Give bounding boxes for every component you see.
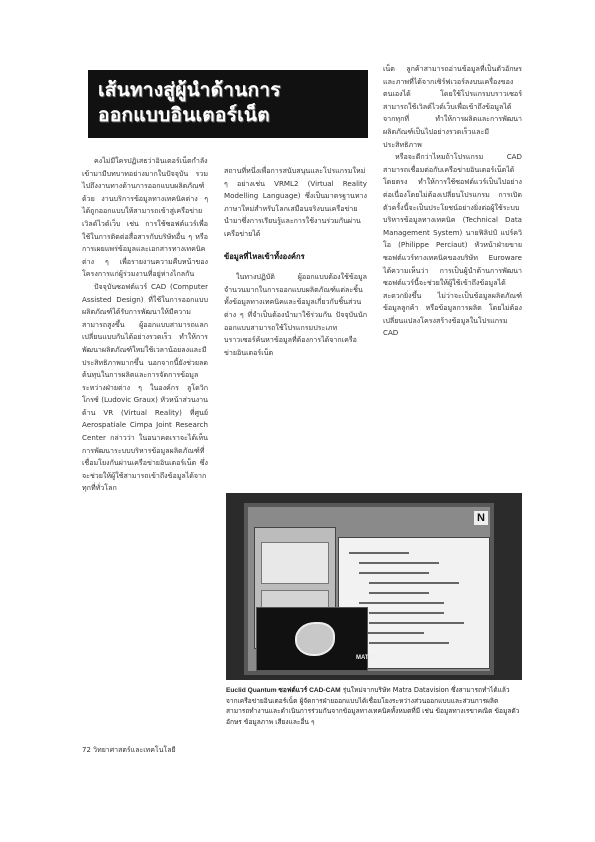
column-2 <box>224 165 367 359</box>
column-1-paragraph: คงไม่มีใครปฏิเสธว่าอินเตอร์เน็ตกำลังเข้ามามีบทบาทอย่างมากในปัจจุบัน รวมไปถึงงานทางด้านการออกแบบผลิตภัณฑ์ด้วย งานบริการข้อมูลทางเทคนิคต่าง ๆ ได้ถูกออกแบบให้สามารถเข้าสู่เครือข่ายเวิลด์ไวด์เว็บ เช่น การใช้ซอฟต์แวร์เพื่อใช้ในการติดต่อสื่อสารกับบริษัทอื่น ๆ หรือการเผยแพร่ข้อมูลและเอกสารทางเทคนิคต่าง ๆ เพื่อรายงานความคืบหน้าของโครงการแก่ผู้ร่วมงานที่อยู่ห่างไกลกัน <box>82 156 208 279</box>
tree-line <box>359 602 444 604</box>
page-footer <box>82 745 222 756</box>
tree-line <box>369 582 459 584</box>
column-3-paragraph: เน็ต ลูกค้าสามารถอ่านข้อมูลที่เป็นตัวอักษรและภาพที่ได้จากเซิร์ฟเวอร์ลงบนเครื่องของตนเองได้ โดยใช้โปรแกรมบราวเซอร์ สามารถใช้เวิลด์ไวด์เว็บเพื่อเข้าถึงข้อมูลได้จากทุกที่ ทำให้การผลิตและการพัฒนาผลิตภัณฑ์เป็นไปอย่างรวดเร็วและมีประสิทธิภาพ <box>383 64 522 149</box>
left-window-pane <box>261 542 329 584</box>
tree-line <box>349 552 409 554</box>
photo-caption <box>226 685 522 727</box>
n-logo-icon: N <box>474 511 488 525</box>
tree-line <box>369 622 464 624</box>
tree-line <box>359 572 429 574</box>
column-2-intro: สถานที่หนึ่งเพื่อการสนับสนุนและโปรแกรมใหม่ ๆ อย่างเช่น VRML2 (Virtual Reality Modelling Language) ซึ่งเป็นมาตรฐานทางภาษาใหม่สำหรับโลกเสมือนจริงบนเครือข่าย นำมาซึ่งการเรียนรู้และการใช้งานร่วมกันผ่านเครือข่ายได้ <box>224 166 367 238</box>
column-2-paragraph: ในทางปฏิบัติ ผู้ออกแบบต้องใช้ข้อมูลจำนวนมากในการออกแบบผลิตภัณฑ์แต่ละชิ้น ทั้งข้อมูลทางเทคนิคและข้อมูลเกี่ยวกับชิ้นส่วนต่าง ๆ ที่จำเป็นต้องนำมาใช้ร่วมกัน ปัจจุบันนักออกแบบสามารถใช้โปรแกรมประเภทบราวเซอร์ค้นหาข้อมูลที่ต้องการได้จากเครือข่ายอินเตอร์เน็ต <box>224 272 367 357</box>
article-title-line-1: เส้นทางสู่ผู้นำด้านการ <box>98 80 281 101</box>
publication-name: วิทยาศาสตร์และเทคโนโลยี <box>93 746 176 754</box>
column-1-paragraph: ปัจจุบันซอฟต์แวร์ CAD (Computer Assisted Design) ที่ใช้ในการออกแบบผลิตภัณฑ์ได้รับการพัฒนาให้มีความสามารถสูงขึ้น ผู้ออกแบบสามารถแลกเปลี่ยนแบบกันได้อย่างรวดเร็ว ทำให้การพัฒนาผลิตภัณฑ์ใหม่ใช้เวลาน้อยลงและมีประสิทธิภาพมากขึ้น นอกจากนี้ยังช่วยลดต้นทุนในการผลิตและการจัดการข้อมูลระหว่างฝ่ายต่าง ๆ ในองค์กร ลูโดวิก โกรซ์ (Ludovic Graux) หัวหน้าส่วนงานด้าน VR (Virtual Reality) ที่ศูนย์ Aerospatiale Cimpa Joint Research Center กล่าวว่า ในอนาคตเราจะได้เห็นการพัฒนาระบบบริหารข้อมูลผลิตภัณฑ์ที่เชื่อมโยงกันผ่านเครือข่ายอินเตอร์เน็ต ซึ่งจะช่วยให้ผู้ใช้สามารถเข้าถึงข้อมูลได้จากทุกที่ทั่วโลก <box>82 281 208 493</box>
3d-model-window <box>256 607 368 671</box>
column-3 <box>383 63 522 340</box>
tree-line <box>359 562 439 564</box>
3d-model-icon <box>295 622 335 656</box>
section-heading: ข้อมูลที่ไหลเข้าทั้งองค์กร <box>224 251 305 261</box>
tree-line <box>369 592 429 594</box>
caption-lead: Euclid Quantum ซอฟต์แวร์ CAD-CAM <box>226 687 341 694</box>
column-1 <box>82 155 208 495</box>
article-title-box <box>88 70 368 138</box>
page-number: 72 <box>82 746 91 754</box>
tree-line <box>369 642 449 644</box>
caption-text: รุ่นใหม่จากบริษัท Matra Datavision ซึ่งสามารถทำได้แล้ว จากเครือข่ายอินเตอร์เน็ต ผู้จัดการฝ่ายออกแบบได้เชื่อมโยงระหว่างส่วนออกแบบและส่วนการผลิต สามารถทำงานและดำเนินการร่วมกันจากข้อมูลทางเทคนิคทั้งหมดที่มี เช่น ข้อมูลทางเรขาคณิต ข้อมูลตัวอักษร ข้อมูลภาพ เสียงและอื่น ๆ <box>226 686 520 726</box>
matra-label: MATRA <box>356 655 378 661</box>
tree-line <box>369 612 444 614</box>
software-screenshot-photo <box>226 493 522 680</box>
article-title-line-2: ออกแบบอินเตอร์เน็ต <box>98 105 270 126</box>
column-3-paragraph: หรือจะดีกว่าไหมถ้าโปรแกรม CAD สามารถเชื่อมต่อกับเครือข่ายอินเตอร์เน็ตได้โดยตรง ทำให้การใช้ซอฟต์แวร์เป็นไปอย่างต่อเนื่องโดยไม่ต้องเปลี่ยนโปรแกรม การเปิดตัวครั้งนี้จะเป็นประโยชน์อย่างยิ่งต่อผู้ใช้ระบบบริหารข้อมูลทางเทคนิค (Technical Data Management System) นายฟิลิปป์ แปร์ควิโอ (Philippe Perciaut) หัวหน้าฝ่ายขายซอฟต์แวร์ทางเทคนิคของบริษัท Euroware ได้ความเห็นว่า การเป็นผู้นำด้านการพัฒนาซอฟต์แวร์นี้จะช่วยให้ผู้ใช้เข้าถึงข้อมูลได้สะดวกยิ่งขึ้น ไม่ว่าจะเป็นข้อมูลผลิตภัณฑ์ ข้อมูลลูกค้า หรือข้อมูลการผลิต โดยไม่ต้องเปลี่ยนแปลงโครงสร้างข้อมูลในโปรแกรม CAD <box>383 152 522 338</box>
monitor-frame <box>244 503 494 675</box>
tree-line <box>359 632 424 634</box>
